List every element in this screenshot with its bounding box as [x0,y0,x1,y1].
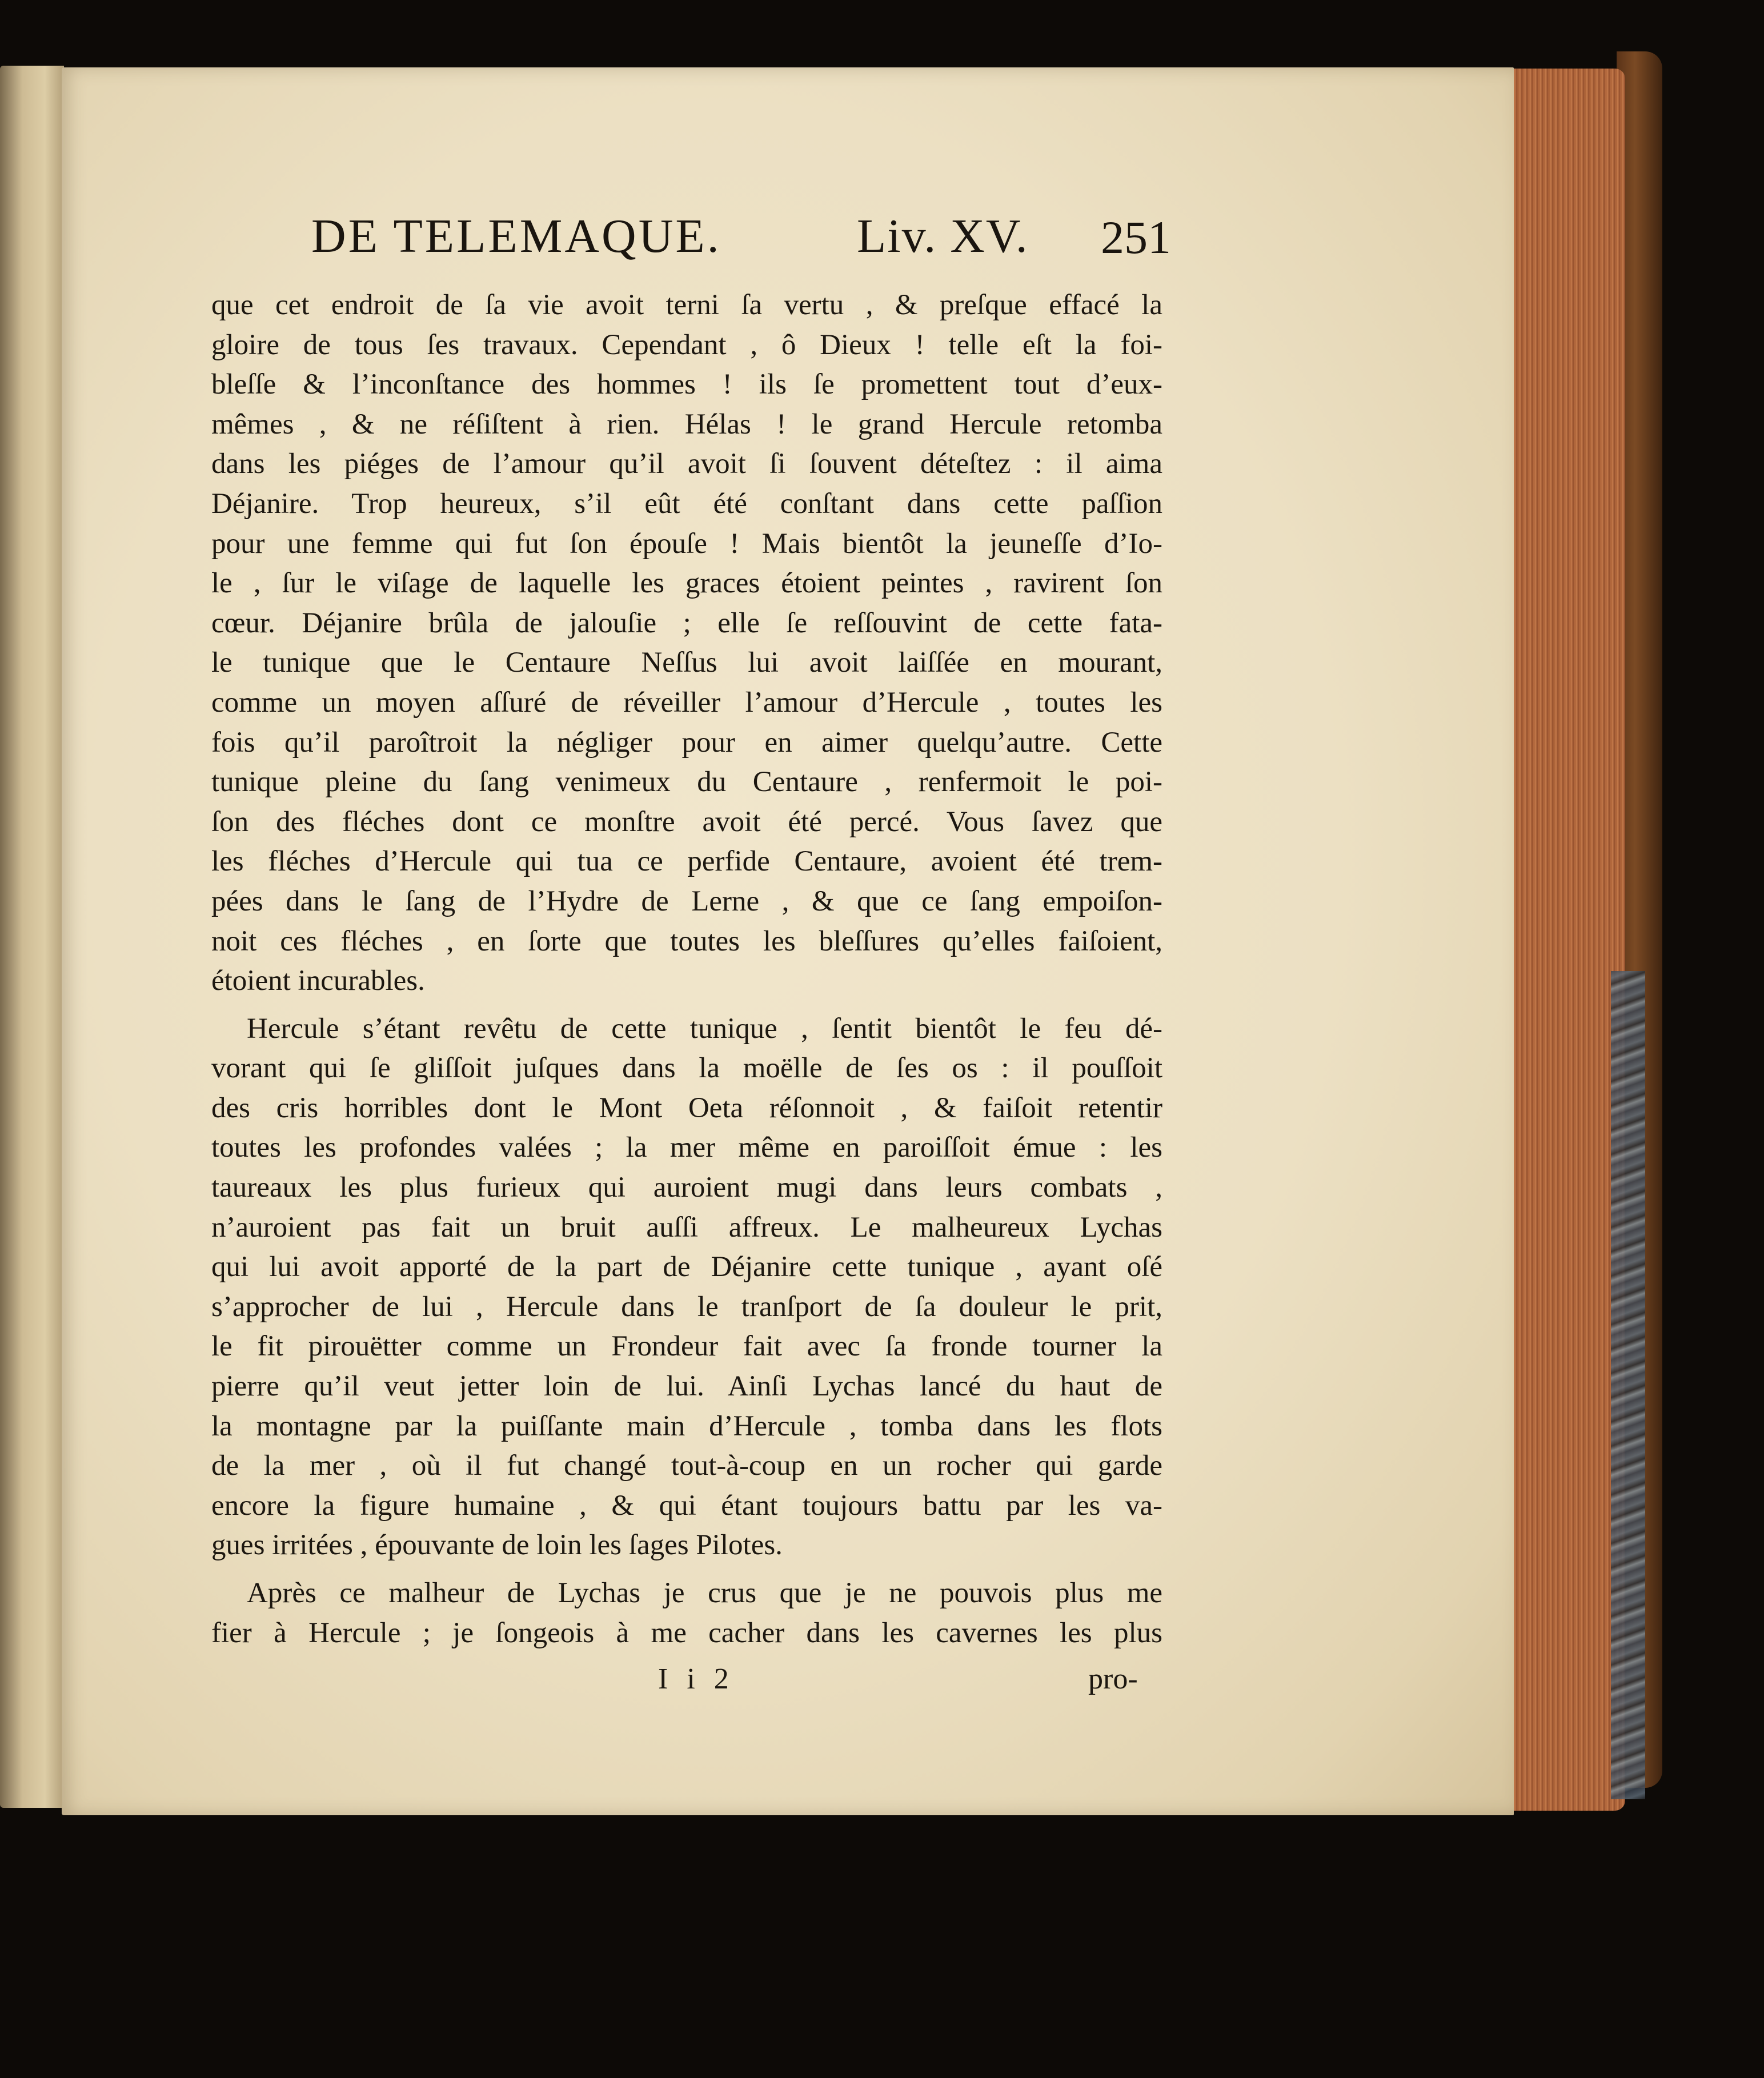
text-line: gloire de tous ſes travaux. Cependant , ô Dieux ! telle eſt la foi- [211,328,1162,361]
catchword: pro- [1088,1663,1138,1695]
previous-page-edge [0,66,64,1808]
running-header [311,208,1171,277]
body-text [211,286,1162,1653]
text-line: comme un moyen aſſuré de réveiller l’amour d’Hercule , toutes les [211,686,1162,719]
paragraph-gap [211,1566,1162,1574]
text-line: le fit pirouëtter comme un Frondeur fait avec ſa fronde tourner la [211,1330,1162,1363]
text-line: étoient incurables. [211,965,425,997]
text-line: le , ſur le viſage de laquelle les graces étoient peintes , ravirent ſon [211,567,1162,600]
page-block-edge [1508,69,1625,1811]
running-title: DE TELEMAQUE. [311,210,721,263]
text-line: mêmes , & ne réſiſtent à rien. Hélas ! le grand Hercule retomba [211,408,1162,440]
text-line: pées dans le ſang de l’Hydre de Lerne , & que ce ſang empoiſon- [211,885,1162,917]
text-line: toutes les profondes valées ; la mer même en paroiſſoit émue : les [211,1132,1162,1164]
text-line: le tunique que le Centaure Neſſus lui avoit laiſſée en mourant, [211,647,1162,679]
text-line: Hercule s’étant revêtu de cette tunique , ſentit bientôt le feu dé- [247,1012,1162,1045]
page-number: 251 [1101,211,1171,263]
text-line: bleſſe & l’inconſtance des hommes ! ils ſe promettent tout d’eux- [211,368,1162,401]
text-line: la montagne par la puiſſante main d’Hercule , tomba dans les flots [211,1410,1162,1442]
text-line: noit ces fléches , en ſorte que toutes les bleſſures qu’elles faiſoient, [211,925,1162,957]
text-line: taureaux les plus furieux qui auroient mugi dans leurs combats , [211,1172,1162,1204]
text-line: de la mer , où il fut changé tout-à-coup en un rocher qui garde [211,1450,1162,1482]
text-line: des cris horribles dont le Mont Oeta réſonnoit , & faiſoit retentir [211,1092,1162,1124]
text-line: pierre qu’il veut jetter loin de lui. Ainſi Lychas lancé du haut de [211,1370,1162,1403]
text-line: dans les piéges de l’amour qu’il avoit ſi ſouvent déteſtez : il aima [211,448,1162,480]
text-line: pour une femme qui fut ſon épouſe ! Mais bientôt la jeuneſſe d’Io- [211,527,1162,560]
text-line: cœur. Déjanire brûla de jalouſie ; elle ſe reſſouvint de cette fata- [211,607,1162,639]
text-line: Déjanire. Trop heureux, s’il eût été conſtant dans cette paſſion [211,487,1162,520]
text-line: Après ce malheur de Lychas je crus que je ne pouvois plus me [247,1577,1162,1609]
paragraph-gap [211,1001,1162,1009]
text-line: les fléches d’Hercule qui tua ce perfide Centaure, avoient été trem- [211,845,1162,878]
text-line: qui lui avoit apporté de la part de Déjanire cette tunique , ayant oſé [211,1251,1162,1283]
text-line: gues irritées , épouvante de loin les ſages Pilotes. [211,1529,783,1562]
text-line: ſon des fléches dont ce monſtre avoit été percé. Vous ſavez que [211,805,1162,838]
book-number: Liv. XV. [857,210,1029,263]
printer-signature: I i 2 [658,1663,735,1695]
text-line: encore la figure humaine , & qui étant toujours battu par les va- [211,1489,1162,1522]
marbled-endpaper [1611,971,1645,1799]
text-line: fier à Hercule ; je ſongeois à me cacher dans les cavernes les plus [211,1616,1162,1649]
text-line: n’auroient pas fait un bruit auſſi affreux. Le malheureux Lychas [211,1211,1162,1243]
text-line: vorant qui ſe gliſſoit juſques dans la moëlle de ſes os : il pouſſoit [211,1052,1162,1085]
text-line: tunique pleine du ſang venimeux du Centaure , renfermoit le poi- [211,766,1162,799]
text-line: que cet endroit de ſa vie avoit terni ſa vertu , & preſque effacé la [211,289,1162,321]
text-line: fois qu’il paroîtroit la négliger pour en aimer quelqu’autre. Cette [211,726,1162,759]
text-line: s’approcher de lui , Hercule dans le tranſport de ſa douleur le prit, [211,1290,1162,1323]
